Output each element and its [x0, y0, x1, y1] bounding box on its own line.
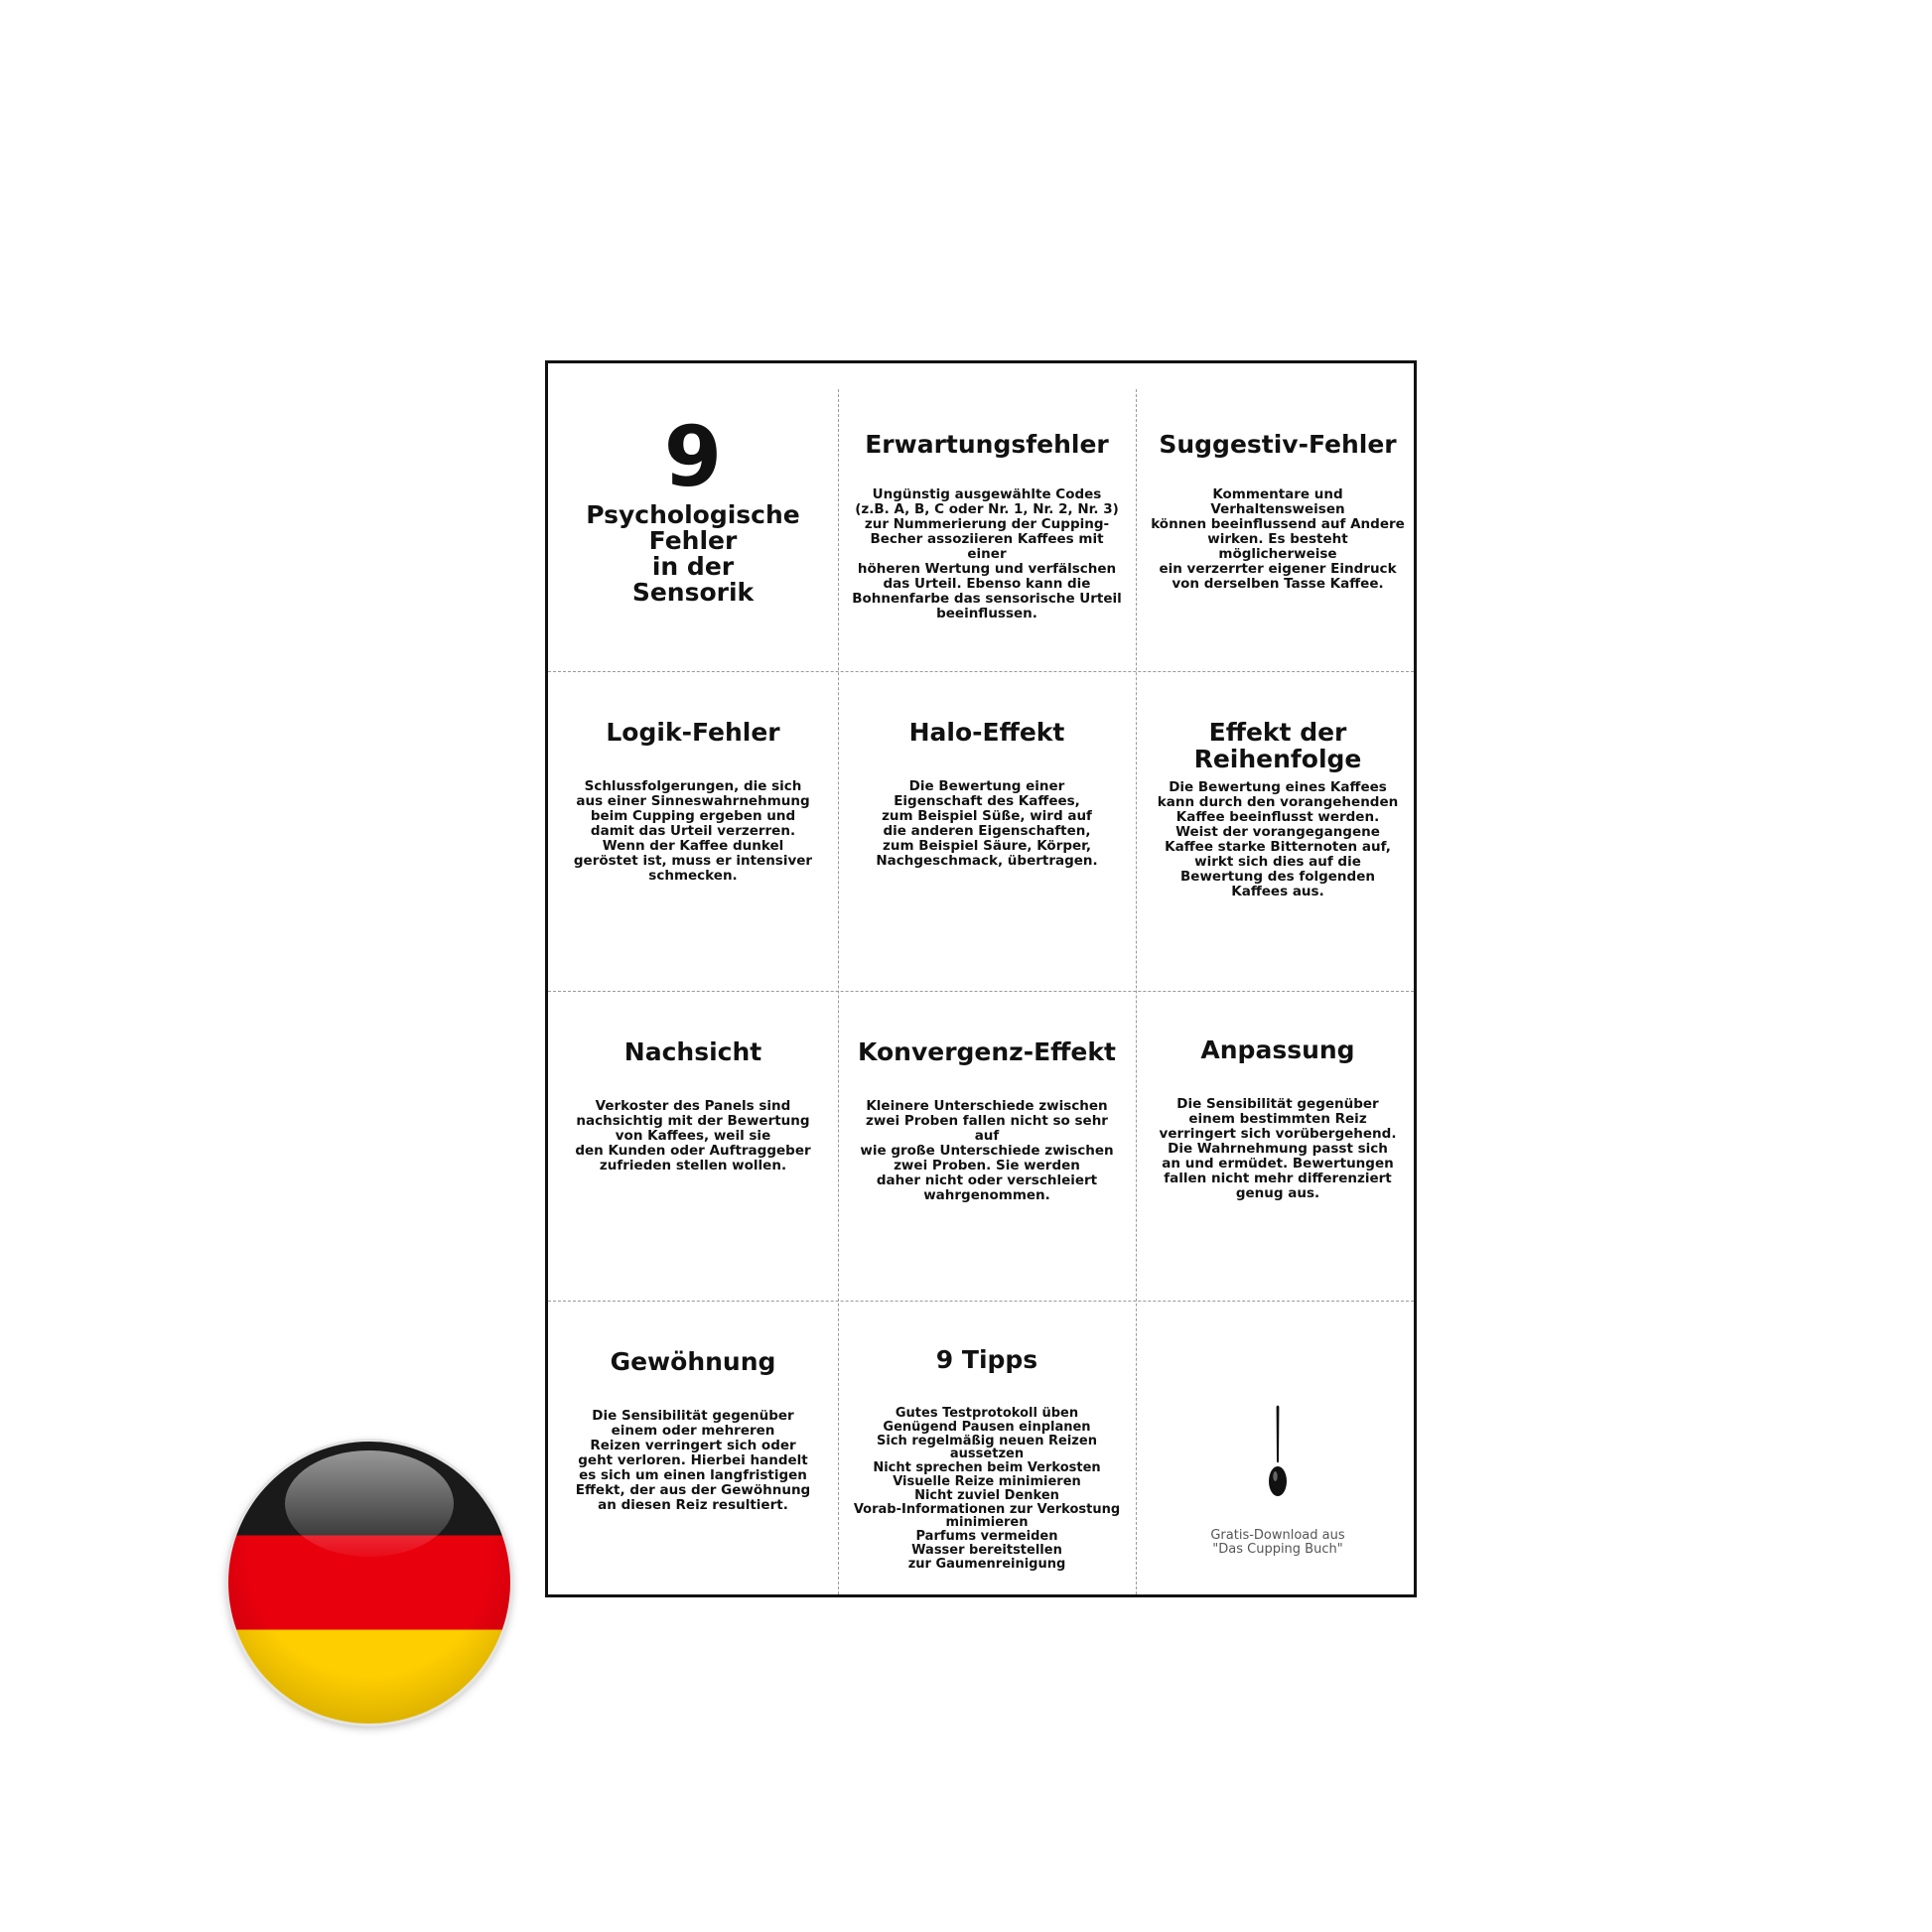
row-divider [548, 991, 1414, 992]
card-title: Halo-Effekt [908, 718, 1065, 747]
row-divider [548, 671, 1414, 672]
card-body: Verkoster des Panels sind nachsichtig mit der Bewertung von Kaffees, weil sie den Kunden oder Auftraggeber zufrieden stellen wollen. [575, 1098, 811, 1173]
card-title: Gewöhnung [610, 1347, 776, 1376]
card-body: Die Bewertung einer Eigenschaft des Kaffees, zum Beispiel Süße, wird auf die anderen Eigenschaften, zum Beispiel Säure, Körper, Nachgeschmack, übertragen. [876, 778, 1098, 869]
flag-gloss [285, 1450, 454, 1558]
hero-title: Psychologische Fehler in der Sensorik [586, 500, 800, 607]
hero-number: 9 [663, 408, 723, 505]
card-body: Die Sensibilität gegenüber einem oder mehreren Reizen verringert sich oder geht verloren. Hierbei handelt es sich um einen langfristigen Effekt, der aus der Gewöhnung an diesen Reiz resultiert. [575, 1408, 811, 1513]
card-body: Die Bewertung eines Kaffees kann durch den vorangehenden Kaffee beeinflusst werden. Weist der vorangegangene Kaffee starke Bitternoten auf, wirkt sich dies auf die Bewertung des folgenden Kaffees aus. [1157, 779, 1399, 899]
card-title: Konvergenz-Effekt [858, 1037, 1116, 1066]
hero-card [548, 408, 838, 607]
card-anpassung [1136, 1036, 1420, 1201]
card-gewoehnung [548, 1348, 838, 1513]
card-body: Die Sensibilität gegenüber einem bestimmten Reiz verringert sich vorübergehend. Die Wahrnehmung passt sich an und ermüdet. Bewertungen fallen nicht mehr differenziert genug aus. [1159, 1096, 1397, 1201]
card-9-tipps [838, 1346, 1136, 1572]
card-body: Gutes Testprotokoll üben Genügend Pausen einplanen Sich regelmäßig neuen Reizen aussetzen Nicht sprechen beim Verkosten Visuelle Reize minimieren Nicht zuviel Denken Vorab-Informationen zur Verkostung minimieren Parfums vermeiden Wasser bereitstellen zur Gaumenreinigung [853, 1406, 1121, 1572]
card-suggestiv-fehler [1136, 431, 1420, 592]
card-konvergenz-effekt [838, 1038, 1136, 1203]
card-nachsicht [548, 1038, 838, 1173]
card-title: Nachsicht [623, 1037, 762, 1066]
card-halo-effekt [838, 719, 1136, 869]
card-body: Schlussfolgerungen, die sich aus einer Sinneswahrnehmung beim Cupping ergeben und damit das Urteil verzerren. Wenn der Kaffee dunkel geröstet ist, muss er intensiver schmecken. [573, 778, 813, 884]
card-title: Suggestiv-Fehler [1159, 430, 1397, 459]
card-title: Anpassung [1200, 1035, 1355, 1064]
document-sheet [545, 360, 1417, 1597]
card-logik-fehler [548, 719, 838, 884]
card-title: Effekt der Reihenfolge [1193, 718, 1362, 773]
card-title: Logik-Fehler [606, 718, 780, 747]
card-body: Kommentare und Verhaltensweisen können beeinflussend auf Andere wirken. Es besteht möglicherweise ein verzerrter eigener Eindruck von derselben Tasse Kaffee. [1151, 486, 1405, 592]
footer-card [1136, 1404, 1420, 1557]
row-divider [548, 1301, 1414, 1302]
card-body: Ungünstig ausgewählte Codes (z.B. A, B, C oder Nr. 1, Nr. 2, Nr. 3) zur Nummerierung der Cupping- Becher assoziieren Kaffees mit einer höheren Wertung und verfälschen das Urteil. Ebenso kann die Bohnenfarbe das sensorische Urteil beeinflussen. [852, 486, 1122, 621]
spoon-icon [1266, 1404, 1290, 1499]
card-title: Erwartungsfehler [865, 430, 1109, 459]
download-note: Gratis-Download aus "Das Cupping Buch" [1210, 1528, 1345, 1557]
germany-flag-icon [228, 1442, 510, 1724]
card-title: 9 Tipps [935, 1345, 1038, 1374]
card-effekt-der-reihenfolge [1136, 719, 1420, 899]
card-erwartungsfehler [838, 431, 1136, 621]
card-body: Kleinere Unterschiede zwischen zwei Proben fallen nicht so sehr auf wie große Unterschiede zwischen zwei Proben. Sie werden daher nicht oder verschleiert wahrgenommen. [860, 1098, 1114, 1203]
